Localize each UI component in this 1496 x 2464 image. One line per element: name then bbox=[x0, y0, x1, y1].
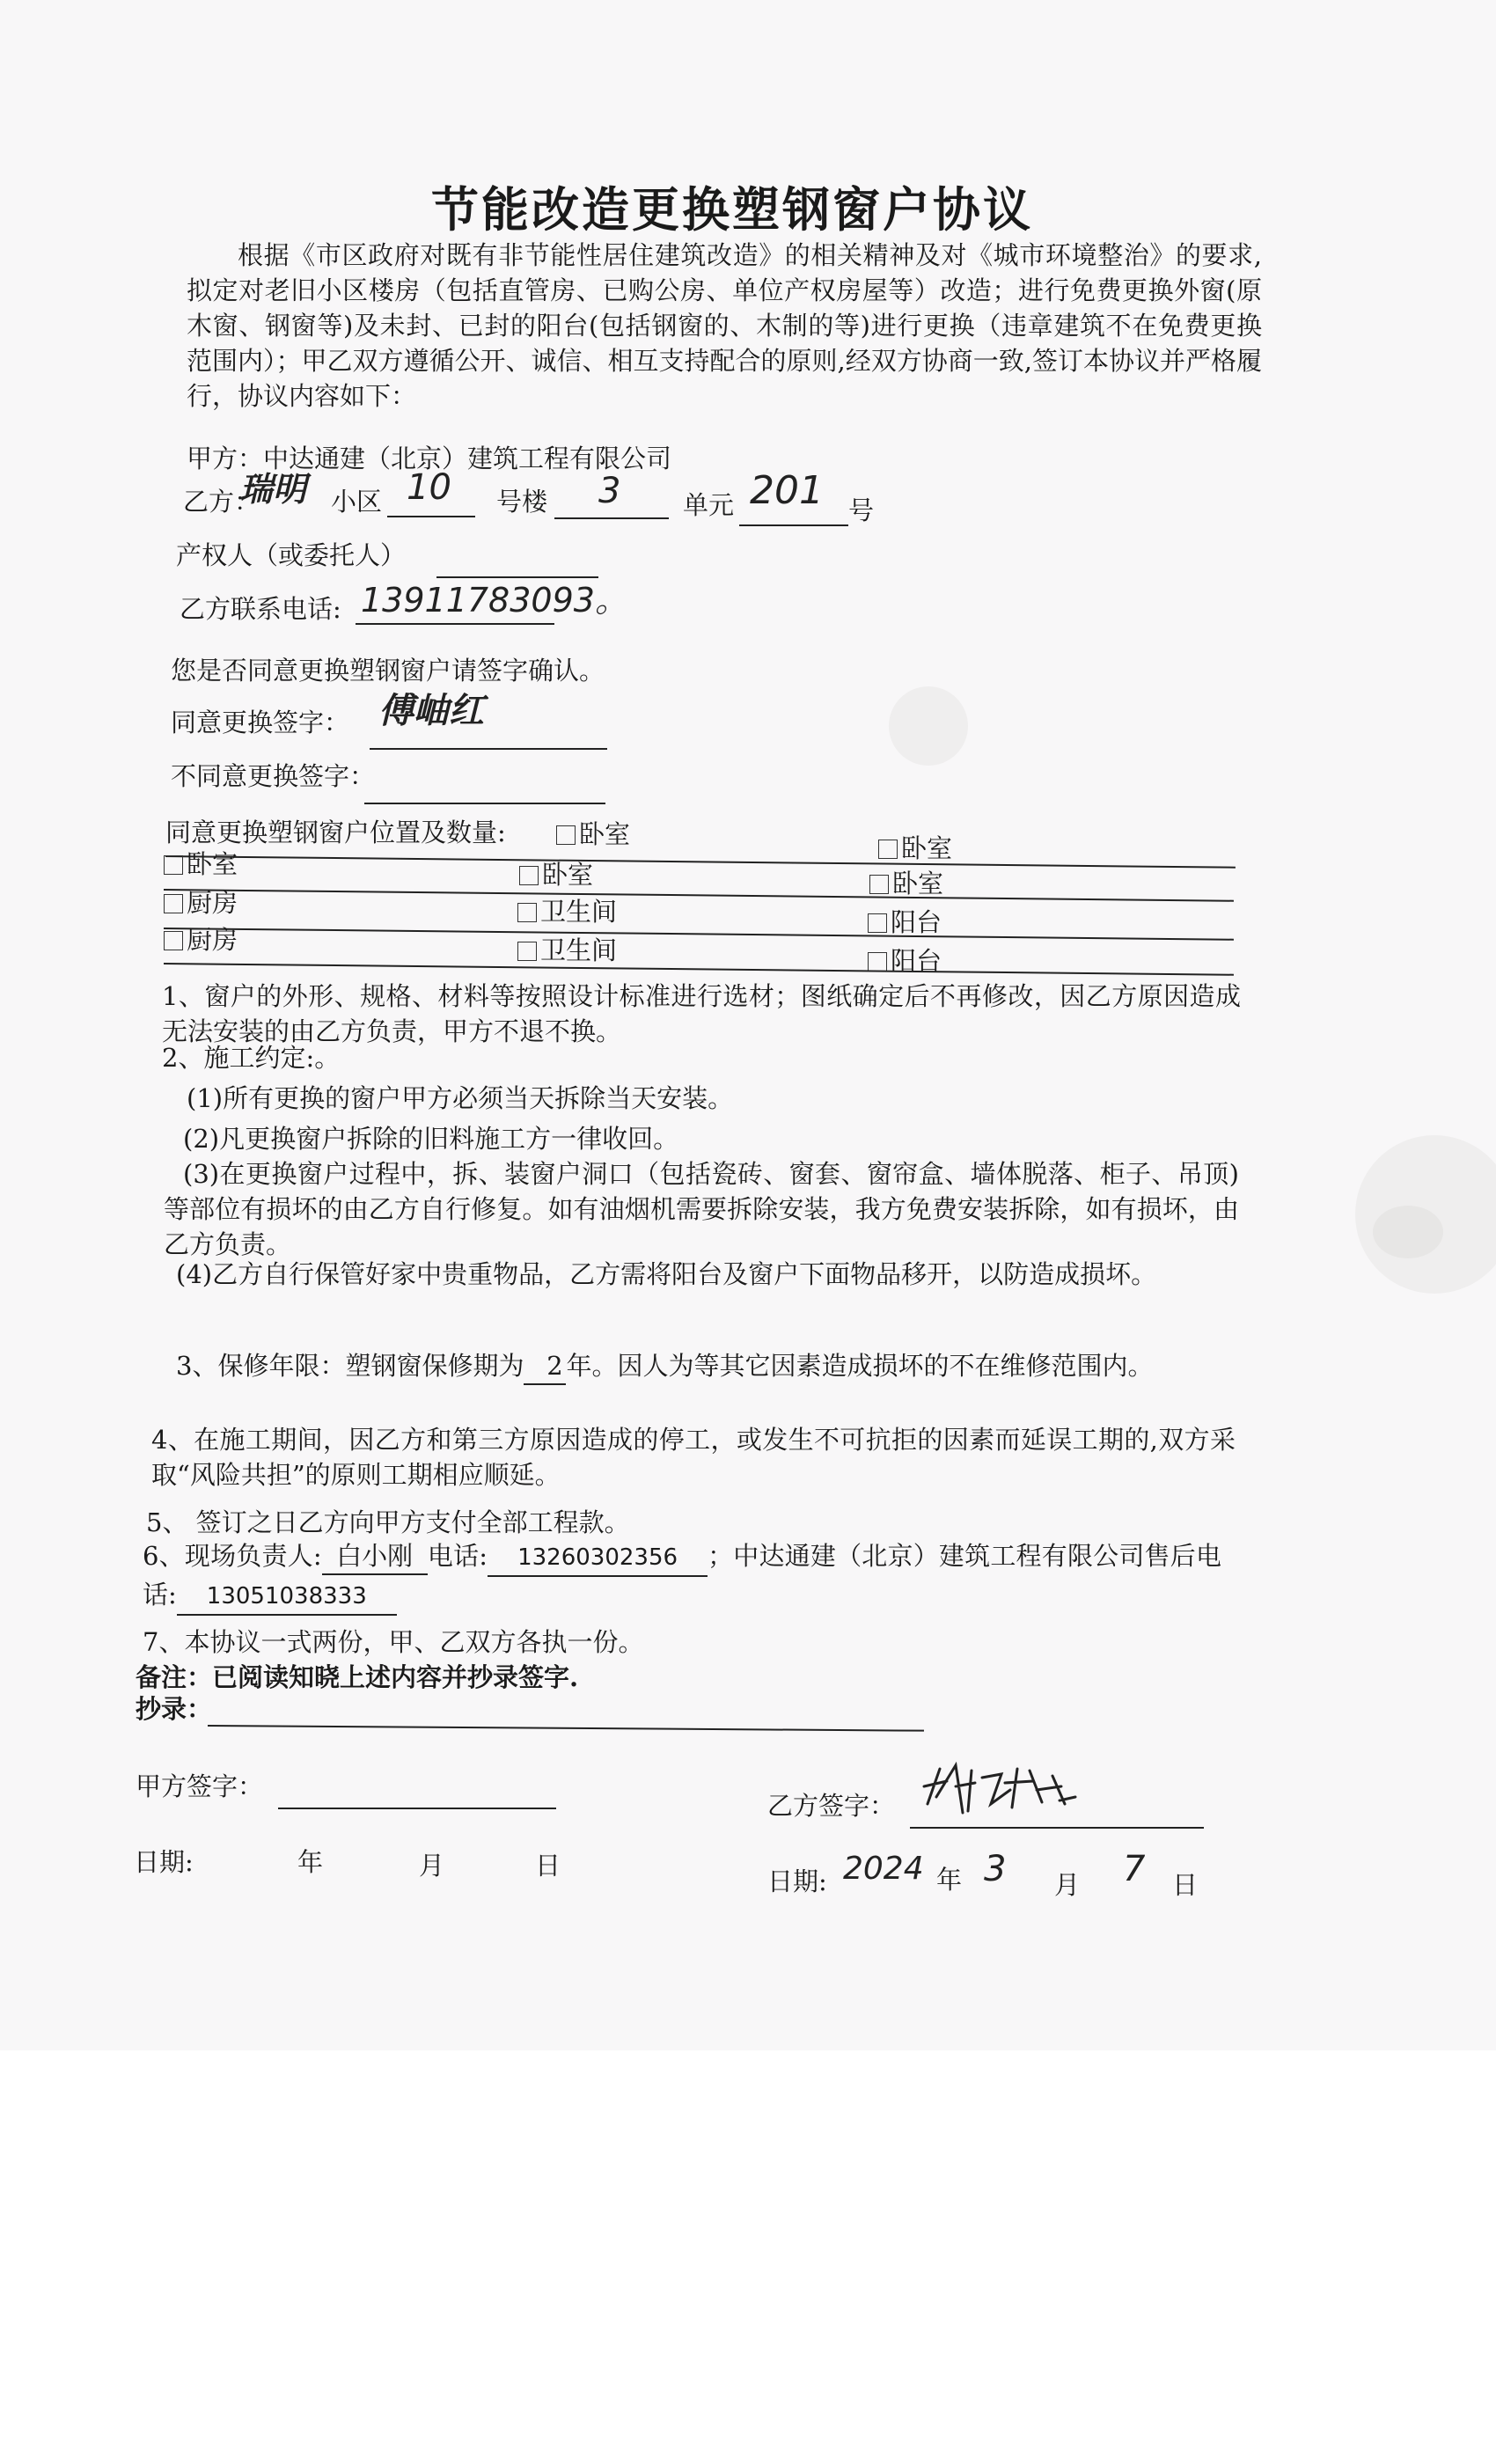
option-label: 卧室 bbox=[901, 833, 953, 863]
checkbox[interactable] bbox=[517, 942, 537, 961]
clause-6-text-b: ；中达通建（北京）建筑工程有限公司售后电话: bbox=[143, 1541, 1221, 1610]
warranty-years: 2 bbox=[524, 1348, 566, 1385]
room-suffix: 号 bbox=[848, 495, 875, 525]
party-b-year-char: 年 bbox=[936, 1865, 963, 1895]
option-label: 卫生间 bbox=[540, 935, 618, 965]
position-bedroom-1[interactable] bbox=[556, 818, 630, 850]
community-suffix: 小区 bbox=[331, 487, 383, 517]
site-manager-phone: 13260302356 bbox=[488, 1540, 708, 1577]
copy-label: 抄录： bbox=[136, 1694, 213, 1724]
party-b-date-year: 2024 bbox=[843, 1851, 924, 1887]
checkbox[interactable] bbox=[517, 903, 537, 922]
agree-label: 同意更换签字： bbox=[171, 708, 350, 737]
position-kitchen-1[interactable] bbox=[164, 887, 238, 919]
party-b-date-day: 7 bbox=[1123, 1849, 1146, 1889]
checkbox[interactable] bbox=[556, 825, 576, 845]
phone-label: 乙方联系电话: bbox=[180, 594, 341, 624]
party-a-year-char: 年 bbox=[297, 1847, 324, 1877]
clause-6-phone-label: 电话: bbox=[427, 1541, 488, 1571]
option-label: 阳台 bbox=[891, 946, 942, 976]
checkbox[interactable] bbox=[164, 894, 183, 913]
party-a-sign-label: 甲方签字： bbox=[136, 1771, 264, 1801]
position-bathroom-1[interactable] bbox=[517, 896, 617, 928]
option-label: 卧室 bbox=[892, 869, 944, 898]
unit-suffix: 单元 bbox=[683, 490, 735, 520]
party-b-sign-label: 乙方签字： bbox=[767, 1791, 896, 1821]
option-label: 卧室 bbox=[579, 819, 631, 849]
intro-paragraph: 根据《市区政府对既有非节能性居住建筑改造》的相关精神及对《城市环境整治》的要求,拟定对老旧小区楼房（包括直管房、已购公房、单位产权房屋等）改造；进行免费更换外窗(原木窗、钢窗等)及未封、已封的阳台(包括钢窗的、木制的等)进行更换（违章建筑不在免费更换范围内）；甲乙双方遵循公开、诚信、相互支持配合的原则,经双方协商一致,签订本协议并严格履行，协议内容如下： bbox=[187, 240, 1262, 411]
checkbox[interactable] bbox=[164, 931, 183, 950]
building-suffix: 号楼 bbox=[496, 487, 548, 517]
party-b-date-label: 日期: bbox=[767, 1866, 827, 1896]
party-a-day-char: 日 bbox=[535, 1851, 561, 1881]
clause-3-text-b: 年。因人为等其它因素造成损坏的不在维修范围内。 bbox=[566, 1351, 1154, 1381]
position-kitchen-2[interactable] bbox=[164, 924, 238, 956]
party-b-date-month: 3 bbox=[984, 1849, 1007, 1889]
clause-7: 7、本协议一式两份，甲、乙双方各执一份。 bbox=[143, 1627, 644, 1657]
community-name: 瑞明 bbox=[239, 470, 307, 509]
option-label: 阳台 bbox=[891, 907, 942, 937]
unit-number: 3 bbox=[598, 471, 621, 511]
clause-2-2: (2)凡更换窗户拆除的旧料施工方一律收回。 bbox=[183, 1124, 679, 1154]
clause-2-4: (4)乙方自行保管好家中贵重物品，乙方需将阳台及窗户下面物品移开，以防造成损坏。 bbox=[176, 1259, 1157, 1289]
option-label: 卧室 bbox=[187, 849, 238, 879]
checkbox[interactable] bbox=[868, 952, 887, 972]
checkbox[interactable] bbox=[878, 840, 898, 859]
site-manager: 白小刚 bbox=[322, 1538, 428, 1575]
clause-2-1: (1)所有更换的窗户甲方必须当天拆除当天安装。 bbox=[187, 1083, 734, 1113]
clause-2: 2、施工约定:。 bbox=[162, 1043, 341, 1073]
position-balcony-1[interactable] bbox=[868, 906, 942, 938]
clause-3-text-a: 3、保修年限：塑钢窗保修期为 bbox=[176, 1351, 524, 1381]
positions-label: 同意更换塑钢窗户位置及数量: bbox=[165, 818, 506, 847]
party-b-label: 乙方： bbox=[183, 487, 260, 517]
disagree-label: 不同意更换签字： bbox=[171, 761, 376, 791]
clause-2-3: (3)在更换窗户过程中，拆、装窗户洞口（包括瓷砖、窗套、窗帘盒、墙体脱落、柜子、吊顶)等部位有损坏的由乙方自行修复。如有油烟机需要拆除安装，我方免费安装拆除，如有损坏，由乙方负责。 bbox=[164, 1159, 1239, 1259]
party-b-signature bbox=[920, 1751, 1088, 1822]
clause-4: 4、在施工期间，因乙方和第三方原因造成的停工，或发生不可抗拒的因素而延误工期的,双方采取“风险共担”的原则工期相应顺延。 bbox=[151, 1425, 1236, 1490]
remark: 备注：已阅读知晓上述内容并抄录签字. bbox=[136, 1662, 579, 1692]
option-label: 卫生间 bbox=[540, 897, 618, 927]
party-a-date-label: 日期: bbox=[134, 1847, 194, 1877]
clause-1: 1、窗户的外形、规格、材料等按照设计标准进行选材；图纸确定后不再修改，因乙方原因造成无法安装的由乙方负责，甲方不退不换。 bbox=[162, 981, 1241, 1046]
building-number: 10 bbox=[407, 467, 451, 508]
room-number: 201 bbox=[750, 468, 824, 513]
checkbox[interactable] bbox=[868, 913, 887, 933]
confirm-text: 您是否同意更换塑钢窗户请签字确认。 bbox=[171, 656, 605, 686]
position-bedroom-5[interactable] bbox=[869, 868, 943, 899]
agree-signature: 傅岫红 bbox=[378, 691, 484, 731]
position-bedroom-3[interactable] bbox=[164, 848, 238, 880]
phone-value: 13911783093。 bbox=[361, 581, 628, 620]
position-bedroom-4[interactable] bbox=[519, 859, 593, 891]
clause-3 bbox=[157, 1348, 1236, 1385]
after-sales-phone: 13051038333 bbox=[177, 1579, 397, 1616]
checkbox[interactable] bbox=[164, 855, 183, 875]
checkbox[interactable] bbox=[519, 866, 539, 885]
checkbox[interactable] bbox=[869, 875, 889, 894]
option-label: 厨房 bbox=[187, 925, 238, 955]
position-bathroom-2[interactable] bbox=[517, 935, 617, 966]
option-label: 厨房 bbox=[187, 888, 238, 918]
party-b-month-char: 月 bbox=[1054, 1870, 1081, 1900]
party-b-day-char: 日 bbox=[1172, 1870, 1199, 1900]
clause-6-text-a: 6、现场负责人: bbox=[143, 1541, 322, 1571]
party-a-month-char: 月 bbox=[419, 1851, 445, 1881]
document-title: 节能改造更换塑钢窗户协议 bbox=[431, 181, 1033, 238]
option-label: 卧室 bbox=[542, 860, 594, 890]
clause-6 bbox=[143, 1538, 1221, 1616]
position-bedroom-2[interactable] bbox=[878, 832, 952, 864]
owner-label: 产权人（或委托人） bbox=[176, 540, 407, 570]
party-a: 甲方：中达通建（北京）建筑工程有限公司 bbox=[187, 444, 672, 473]
clause-5: 5、 签订之日乙方向甲方支付全部工程款。 bbox=[146, 1507, 630, 1537]
